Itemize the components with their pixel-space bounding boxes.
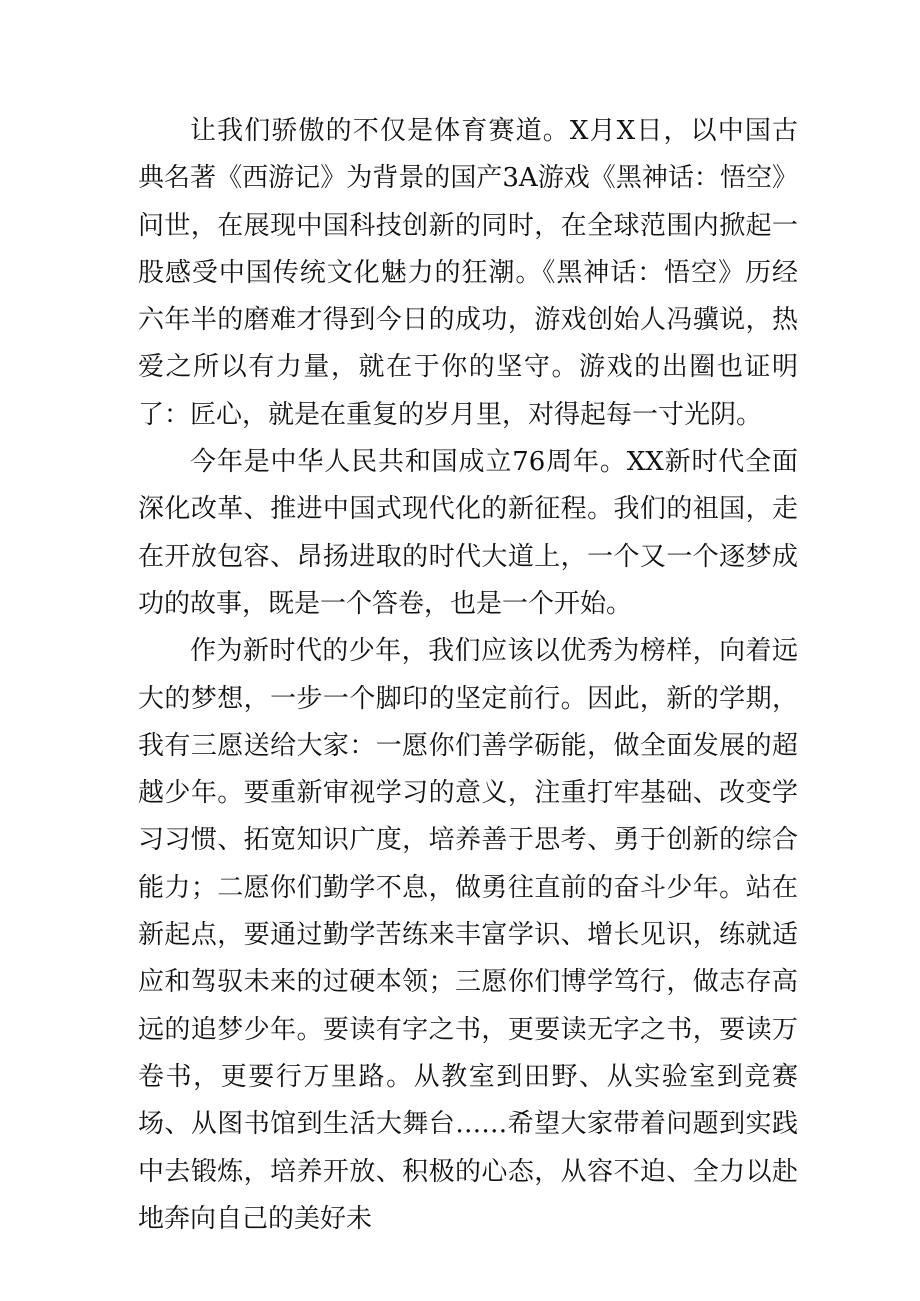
document-body (138, 108, 798, 1243)
paragraph-1: 让我们骄傲的不仅是体育赛道。X月X日，以中国古典名著《西游记》为背景的国产3A游戏《黑神话：悟空》问世，在展现中国科技创新的同时，在全球范围内掀起一股感受中国传统文化魅力的狂潮。《黑神话：悟空》历经六年半的磨难才得到今日的成功，游戏创始人冯骥说，热爱之所以有力量，就在于你的坚守。游戏的出圈也证明了：匠心，就是在重复的岁月里，对得起每一寸光阴。 (138, 116, 798, 430)
paragraph-2: 今年是中华人民共和国成立76周年。XX新时代全面深化改革、推进中国式现代化的新征程。我们的祖国，走在开放包容、昂扬进取的时代大道上，一个又一个逐梦成功的故事，既是一个答卷，也是一个开始。 (138, 447, 798, 619)
paragraph-3: 作为新时代的少年，我们应该以优秀为榜样，向着远大的梦想，一步一个脚印的坚定前行。因此，新的学期，我有三愿送给大家：一愿你们善学砺能，做全面发展的超越少年。要重新审视学习的意义，注重打牢基础、改变学习习惯、拓宽知识广度，培养善于思考、勇于创新的综合能力；二愿你们勤学不息，做勇往直前的奋斗少年。站在新起点，要通过勤学苦练来丰富学识、增长见识，练就适应和驾驭未来的过硬本领；三愿你们博学笃行，做志存高远的追梦少年。要读有字之书，更要读无字之书，要读万卷书，更要行万里路。从教室到田野、从实验室到竞赛场、从图书馆到生活大舞台……希望大家带着问题到实践中去锻炼，培养开放、积极的心态，从容不迫、全力以赴地奔向自己的美好未 (138, 636, 798, 1234)
